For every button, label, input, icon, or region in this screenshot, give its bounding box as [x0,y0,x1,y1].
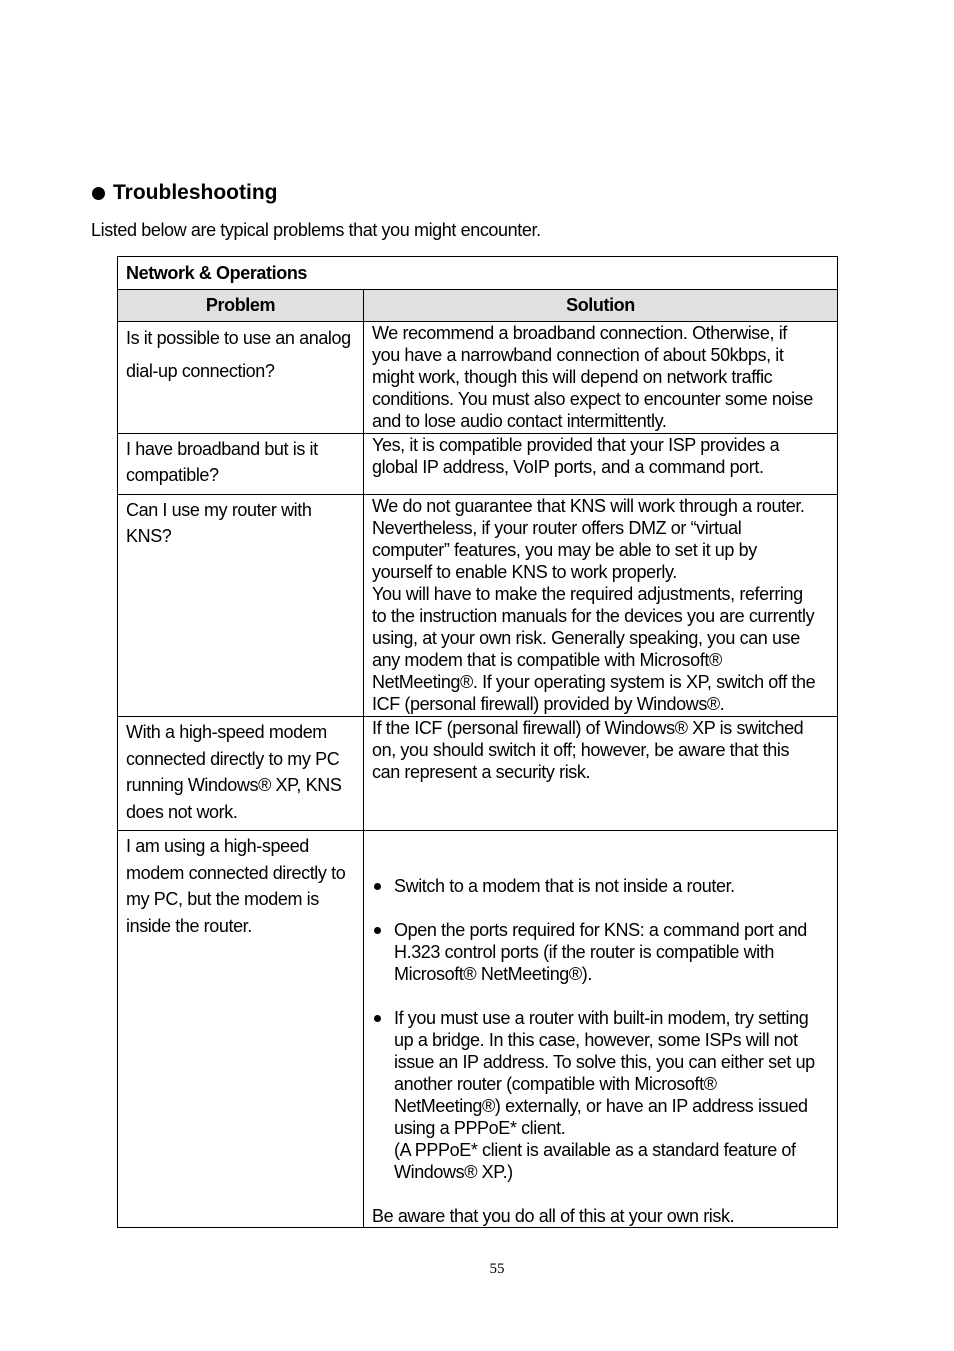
solution-cell: We do not guarantee that KNS will work through a router. Nevertheless, if your router offers DMZ or “virtual computer” features, you may be able to set it up by yourself to enable KNS to work properly. You will have to make the required adjustments, referring to the instruction manuals for the devices you are currently using, at your own risk. Generally speaking, you can use any modem that is compatible with Microsoft® NetMeeting®. If your operating system is XP, switch off the ICF (personal firewall) provided by Windows®. [364,495,838,717]
problem-cell: With a high-speed modem connected directly to my PC running Windows® XP, KNS does not work. [118,717,364,831]
bullet-item: Switch to a modem that is not inside a router. [394,875,829,897]
troubleshooting-table [117,256,838,1228]
solution-cell: Yes, it is compatible provided that your ISP provides a global IP address, VoIP ports, and a command port. [364,434,838,495]
table-row [118,831,838,1228]
problem-cell: I am using a high-speed modem connected directly to my PC, but the modem is inside the router. [118,831,364,1228]
column-header-solution: Solution [364,290,838,322]
intro-text: Listed below are typical problems that you might encounter. [91,220,541,240]
solution-cell: We recommend a broadband connection. Otherwise, if you have a narrowband connection of about 50kbps, it might work, though this will depend on network traffic conditions. You must also expect to encounter some noise and to lose audio contact intermittently. [364,322,838,434]
table-title: Network & Operations [118,257,838,290]
solution-cell [364,831,838,1228]
page-number: 55 [489,1261,505,1277]
problem-cell: Is it possible to use an analog dial-up connection? [118,322,364,434]
column-header-problem: Problem [118,290,364,322]
table-row [118,434,838,495]
bullet-icon [92,187,105,200]
problem-cell: Can I use my router with KNS? [118,495,364,717]
section-heading [92,181,277,205]
bullet-item: If you must use a router with built-in modem, try setting up a bridge. In this case, however, some ISPs will not issue an IP address. To solve this, you can either set up another router (compatible with Microsoft® NetMeeting®) externally, or have an IP address issued using a PPPoE* client. (A PPPoE* client is available as a standard feature of Windows® XP.) [394,1007,829,1183]
solution-bullet-list [372,853,829,1205]
bullet-item: Open the ports required for KNS: a command port and H.323 control ports (if the router is compatible with Microsoft® NetMeeting®). [394,919,829,985]
table-row [118,495,838,717]
heading-text: Troubleshooting [113,181,278,204]
solution-cell: If the ICF (personal firewall) of Windows® XP is switched on, you should switch it off; however, be aware that this can represent a security risk. [364,717,838,831]
solution-footer: Be aware that you do all of this at your own risk. [372,1206,735,1226]
table-row [118,717,838,831]
problem-cell: I have broadband but is it compatible? [118,434,364,495]
table-row [118,322,838,434]
